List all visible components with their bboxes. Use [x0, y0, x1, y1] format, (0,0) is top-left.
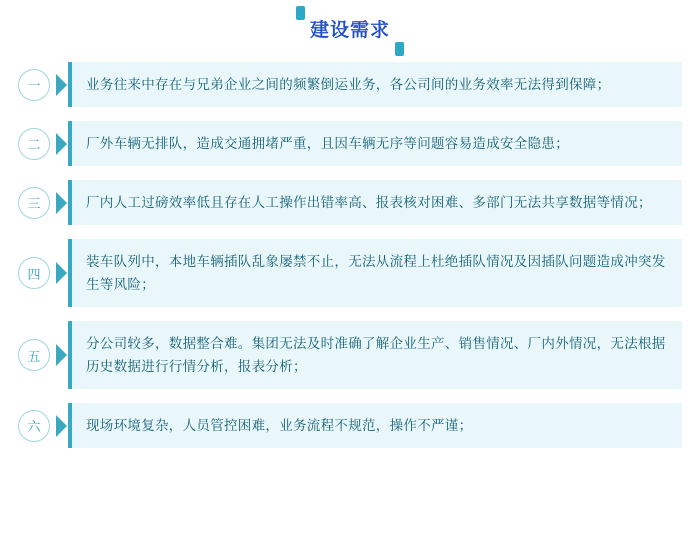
arrow-icon	[56, 192, 67, 214]
item-text: 现场环境复杂，人员管控困难，业务流程不规范，操作不严谨；	[86, 418, 473, 433]
requirement-list	[0, 62, 700, 448]
item-number-badge: 二	[18, 128, 50, 160]
item-text: 厂内人工过磅效率低且存在人工操作出错率高、报表核对困难、多部门无法共享数据等情况；	[86, 195, 652, 210]
list-item	[18, 321, 682, 389]
arrow-icon	[56, 262, 67, 284]
quote-right-icon	[395, 42, 404, 56]
item-text-panel	[72, 403, 682, 448]
list-item	[18, 62, 682, 107]
arrow-icon	[56, 74, 67, 96]
item-text-panel	[72, 321, 682, 389]
item-text-panel	[72, 62, 682, 107]
arrow-icon	[56, 415, 67, 437]
arrow-icon	[56, 344, 67, 366]
list-item	[18, 239, 682, 307]
arrow-icon	[56, 133, 67, 155]
item-text: 厂外车辆无排队，造成交通拥堵严重，且因车辆无序等问题容易造成安全隐患；	[86, 136, 569, 151]
item-number-badge: 三	[18, 187, 50, 219]
list-item	[18, 121, 682, 166]
item-text-panel	[72, 121, 682, 166]
list-item	[18, 403, 682, 448]
item-number-badge: 五	[18, 339, 50, 371]
list-item	[18, 180, 682, 225]
item-number-badge: 一	[18, 69, 50, 101]
item-text: 装车队列中，本地车辆插队乱象屡禁不止，无法从流程上杜绝插队情况及因插队问题造成冲突发生等风险；	[86, 254, 666, 292]
page-title: 建设需求	[309, 20, 390, 41]
item-number-badge: 六	[18, 410, 50, 442]
item-text-panel	[72, 239, 682, 307]
quote-left-icon	[296, 6, 305, 20]
title-box	[296, 16, 404, 46]
title-section	[0, 0, 700, 62]
item-text: 分公司较多，数据整合难。集团无法及时准确了解企业生产、销售情况、厂内外情况，无法根据历史数据进行行情分析，报表分析；	[86, 336, 666, 374]
item-number-badge: 四	[18, 257, 50, 289]
item-text: 业务往来中存在与兄弟企业之间的频繁倒运业务，各公司间的业务效率无法得到保障；	[86, 77, 611, 92]
item-text-panel	[72, 180, 682, 225]
